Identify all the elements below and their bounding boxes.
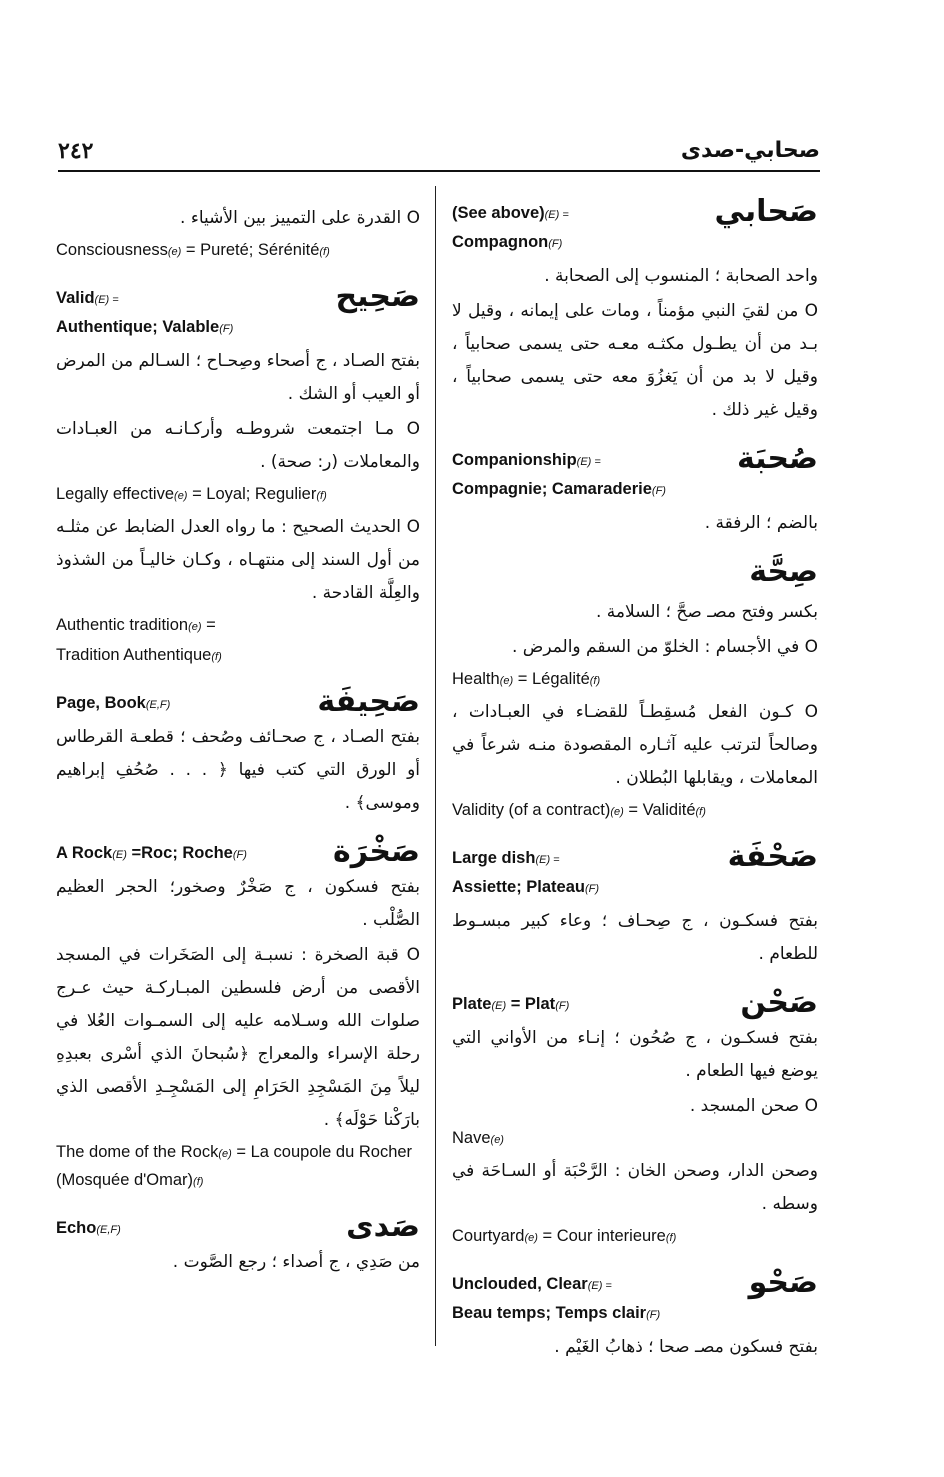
- lang-tag: (F): [232, 849, 247, 861]
- french-term: Compagnie; Camaraderie: [452, 480, 652, 498]
- english-gloss: [56, 1139, 420, 1195]
- lang-tag: (e): [490, 1134, 504, 1146]
- lang-tag: (E) =: [535, 854, 560, 866]
- arabic-definition: O مـا اجتمعت شروطـه وأركـانـه من العبـادات والمعاملات (ر: صحة) .: [56, 419, 420, 472]
- lang-tag: (E) =: [576, 456, 601, 468]
- lang-tag: (E) =: [544, 209, 569, 221]
- arabic-definition: O في الأجسام : الخلوّ من السقم والمرض .: [511, 637, 818, 657]
- entry-sahw: [452, 1265, 818, 1364]
- entry-head: [452, 1265, 818, 1329]
- lang-tag: (f): [319, 246, 330, 258]
- headword: صَحْن: [740, 985, 818, 1020]
- entry-sahabi: [452, 194, 818, 427]
- arabic-definition: O الحديث الصحيح : ما رواه العدل الضابط عن مثلـه من أول السند إلى منتهـاه ، وكـان خاليـاً من الشذوذ والعِلَّة القادحة .: [56, 517, 420, 603]
- headword: صِحَّة: [749, 554, 818, 589]
- gloss-term: Validity (of a contract): [452, 801, 611, 819]
- entry-head: [452, 554, 818, 594]
- entry-head: [452, 839, 818, 903]
- entry-sada: [56, 1209, 420, 1279]
- entry-head: [452, 441, 818, 505]
- lang-tag: (e): [167, 246, 182, 258]
- entry-sahfa: [452, 839, 818, 971]
- left-column: [56, 200, 420, 1299]
- headword: صَدى: [346, 1209, 420, 1244]
- gloss-term: Authentic tradition: [56, 616, 189, 634]
- headword: صَحِيفَة: [317, 684, 420, 719]
- arabic-definition: بفتح فسكـون ، ج صِحـاف ؛ وعاء كبير مبسـوط للطعام .: [452, 911, 818, 964]
- lang-tag: (e): [218, 1148, 232, 1160]
- english-gloss: [56, 237, 420, 265]
- gloss-term: = Pureté; Sérénité: [181, 241, 320, 259]
- arabic-definition: بالضم ؛ الرفقة .: [704, 513, 818, 533]
- lang-tag: (F): [548, 238, 563, 250]
- arabic-definition: بفتح فسكـون ، ج صُحُون ؛ إنـاء من الأواني التي يوضع فيها الطعام .: [452, 1028, 818, 1081]
- french-term: Beau temps; Temps clair: [452, 1304, 647, 1322]
- entry-head: [56, 834, 420, 869]
- gloss-term: = Validité: [623, 801, 696, 819]
- english-gloss: [452, 797, 818, 825]
- running-head: صحابي-صدى: [680, 138, 820, 163]
- gloss-term: = Cour interieure: [537, 1227, 666, 1245]
- lang-tag: (f): [211, 651, 222, 663]
- english-term: A Rock: [56, 844, 113, 862]
- english-term: Companionship: [452, 451, 577, 469]
- english-gloss: [56, 612, 420, 640]
- english-gloss: [56, 642, 420, 670]
- lang-tag: (E,F): [96, 1224, 121, 1236]
- lang-tag: (e): [610, 806, 624, 818]
- arabic-definition: بكسر وفتح مصـ صحَّ ؛ السلامة .: [595, 602, 818, 622]
- gloss-term: = La coupole du Rocher (Mosquée d'Omar): [56, 1143, 413, 1189]
- french-term: Compagnon: [452, 233, 549, 251]
- english-term: Unclouded, Clear: [452, 1275, 588, 1293]
- right-column: [452, 194, 818, 1384]
- page-header: [58, 138, 820, 168]
- lang-tag: (F): [646, 1309, 661, 1321]
- entry-head: [452, 194, 818, 258]
- gloss-term: Consciousness: [56, 241, 168, 259]
- headword: صَحِيح: [335, 279, 420, 314]
- arabic-definition: وصحن الدار، وصحن الخان : الرَّحْبَة أو السـاحَة في وسطه .: [452, 1161, 818, 1214]
- gloss-term: The dome of the Rock: [56, 1143, 219, 1161]
- entry-sakhra: [56, 834, 420, 1195]
- arabic-definition: O قبة الصخرة : نسبـة إلى الصَخَرات في المسجد الأقصى من أرض فلسطين المبـاركـة حيث عـرج صلوات الله وسـلامه عليه إلى السمـوات العُلا في رحلة الإسراء والمعراج ﴿سُبحانَ الذي أسْرى بعبدِهِ ليلاً مِنَ المَسْجِدِ الحَرَامِ إلى المَسْجِـدِ الأقصى الذي بارَكْنا حَوْلَه﴾ .: [56, 945, 420, 1130]
- entry-sahn: [452, 985, 818, 1251]
- arabic-definition: بفتح فسكون مصـ صحا ؛ ذهابُ الغَيْم .: [554, 1337, 818, 1357]
- arabic-definition: بفتح فسكون ، ج صَخْرٌ وصخور؛ الحجر العظيم الصُّلْب .: [56, 877, 420, 930]
- lang-tag: (e): [174, 490, 188, 502]
- gloss-term: Tradition Authentique: [56, 646, 212, 664]
- lang-tag: (f): [665, 1232, 677, 1244]
- english-gloss: [452, 1125, 818, 1153]
- lang-tag: (f): [316, 490, 327, 502]
- headword: صَحابي: [714, 194, 818, 229]
- lang-tag: (f): [695, 806, 706, 818]
- lang-tag: (e): [524, 1232, 538, 1244]
- english-term: Plate: [452, 995, 492, 1013]
- english-term: Echo: [56, 1219, 97, 1237]
- lang-tag: (e): [188, 621, 202, 633]
- arabic-definition: بفتح الصـاد ، ج صحـائف وصُحف ؛ قطعـة القرطاس أو الورق التي كتب فيها ﴿ . . . صُحُفِ إبراهيم وموسى﴾ .: [56, 727, 420, 813]
- arabic-definition: من صَدِي ، ج أصداء ؛ رجع الصَّوت .: [172, 1252, 420, 1272]
- lang-tag: (e): [499, 675, 514, 687]
- entry-sihha: [452, 554, 818, 825]
- lang-tag: (E) =: [587, 1280, 612, 1292]
- entry-head: [56, 684, 420, 719]
- arabic-definition: بفتح الصـاد ، ج أصحاء وصِحـاح ؛ السـالم من المرض أو العيب أو الشك .: [56, 351, 420, 404]
- english-gloss: [452, 666, 818, 694]
- lang-tag: (E,F): [145, 699, 171, 711]
- entry-continuation: [56, 202, 420, 265]
- english-term: Valid: [56, 289, 95, 307]
- english-gloss: [452, 1223, 818, 1251]
- entry-sahifa: [56, 684, 420, 820]
- headword: صَحْو: [748, 1265, 818, 1300]
- headword: صُحبَة: [736, 441, 818, 476]
- headword: صَحْفَة: [727, 839, 818, 874]
- arabic-definition: O من لقيَ النبي مؤمناً ، ومات على إيمانه ، وقيل لا بـد من أن يطـول مكثـه معـه حتى يسمى صحابياً ، وقيل لا بد من أن يَغزُوَ معه حتى يسمى صحابياً ، وقيل غير ذلك .: [452, 301, 818, 420]
- english-term: Page, Book: [56, 694, 146, 712]
- french-term: =Roc; Roche: [126, 844, 233, 862]
- header-rule: [58, 170, 820, 172]
- gloss-term: Nave: [452, 1129, 491, 1147]
- lang-tag: (E) =: [94, 294, 119, 306]
- gloss-term: Courtyard: [452, 1227, 525, 1245]
- gloss-term: = Légalité: [513, 670, 590, 688]
- gloss-term: =: [201, 616, 216, 634]
- lang-tag: (F): [219, 323, 234, 335]
- entry-sahih: [56, 279, 420, 670]
- headword: صَخْرَة: [333, 834, 420, 869]
- english-term: Large dish: [452, 849, 536, 867]
- french-term: = Plat: [506, 995, 556, 1013]
- lang-tag: (f): [589, 675, 601, 687]
- french-term: Authentique; Valable: [56, 318, 220, 336]
- entry-head: [56, 279, 420, 343]
- arabic-definition: O القدرة على التمييز بين الأشياء .: [180, 208, 420, 228]
- french-term: Assiette; Plateau: [452, 878, 585, 896]
- lang-tag: (E): [491, 1000, 507, 1012]
- page-number: ٢٤٢: [58, 138, 94, 164]
- entry-head: [452, 985, 818, 1020]
- gloss-term: Legally effective: [56, 485, 175, 503]
- lang-tag: (F): [555, 1000, 570, 1012]
- column-divider: [435, 186, 436, 1346]
- entry-suhba: [452, 441, 818, 540]
- arabic-definition: O كـون الفعل مُسقِطـاً للقضـاء في العبـادات ، وصالحاً لترتب عليه آثـاره المقصودة منـه شرعاً في المعاملات ، ويقابلها البُطلان .: [452, 702, 818, 788]
- lang-tag: (f): [193, 1176, 204, 1188]
- lang-tag: (E): [112, 849, 127, 861]
- gloss-term: Health: [452, 670, 500, 688]
- arabic-definition: O صحن المسجد .: [689, 1096, 818, 1116]
- gloss-term: = Loyal; Regulier: [187, 485, 317, 503]
- english-term: (See above): [452, 204, 545, 222]
- english-gloss: [56, 481, 420, 509]
- entry-head: [56, 1209, 420, 1244]
- lang-tag: (F): [584, 883, 600, 895]
- lang-tag: (F): [651, 485, 666, 497]
- arabic-definition: واحد الصحابة ؛ المنسوب إلى الصحابة .: [544, 266, 818, 286]
